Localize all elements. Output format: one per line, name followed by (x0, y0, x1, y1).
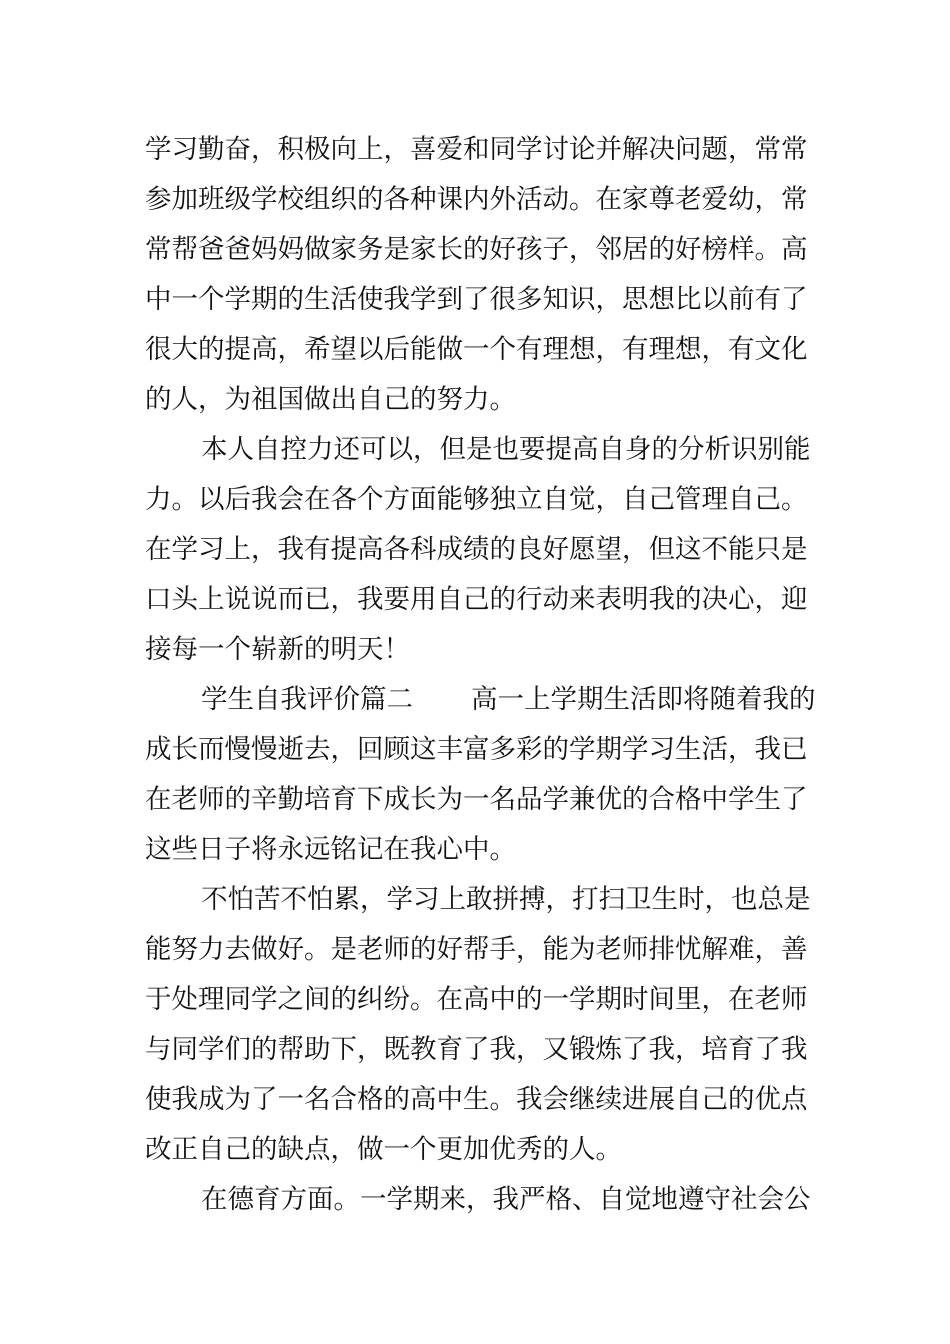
text-line: 中一个学期的生活使我学到了很多知识，思想比以前有了 (145, 284, 808, 315)
text-line: 力。以后我会在各个方面能够独立自觉，自己管理自己。 (145, 484, 808, 515)
document-body (145, 125, 816, 1225)
text-line: 能努力去做好。是老师的好帮手，能为老师排忧解难，善 (145, 934, 808, 965)
text-line: 口头上说说而已，我要用自己的行动来表明我的决心，迎 (145, 584, 808, 615)
text-line: 在学习上，我有提高各科成绩的良好愿望，但这不能只是 (145, 534, 808, 565)
text-line: 接每一个崭新的明天！ (145, 634, 410, 665)
text-line: 改正自己的缺点，做一个更加优秀的人。 (145, 1134, 622, 1165)
text-line: 学习勤奋，积极向上，喜爱和同学讨论并解决问题，常常 (145, 134, 808, 165)
text-line: 常帮爸爸妈妈做家务是家长的好孩子，邻居的好榜样。高 (145, 234, 808, 265)
text-line: 于处理同学之间的纠纷。在高中的一学期时间里，在老师 (145, 984, 808, 1015)
text-line: 这些日子将永远铭记在我心中。 (145, 834, 516, 865)
paragraph-start: 高一上学期生活即将随着我的 (471, 684, 816, 715)
section-heading-line (145, 675, 816, 725)
section-heading: 学生自我评价篇二 (201, 684, 413, 715)
paragraph-first-line: 在德育方面。一学期来，我严格、自觉地遵守社会公 (201, 1184, 811, 1215)
text-line: 与同学们的帮助下，既教育了我，又锻炼了我，培育了我 (145, 1034, 808, 1065)
text-line: 很大的提高，希望以后能做一个有理想，有理想，有文化 (145, 334, 808, 365)
text-line: 的人，为祖国做出自己的努力。 (145, 384, 516, 415)
paragraph-first-line: 不怕苦不怕累，学习上敢拼搏，打扫卫生时，也总是 (201, 884, 811, 915)
text-line: 在老师的辛勤培育下成长为一名品学兼优的合格中学生了 (145, 784, 808, 815)
text-line: 使我成为了一名合格的高中生。我会继续进展自己的优点 (145, 1084, 808, 1115)
text-line: 成长而慢慢逝去，回顾这丰富多彩的学期学习生活，我已 (145, 734, 808, 765)
text-line: 参加班级学校组织的各种课内外活动。在家尊老爱幼，常 (145, 184, 808, 215)
paragraph-first-line: 本人自控力还可以，但是也要提高自身的分析识别能 (201, 434, 811, 465)
